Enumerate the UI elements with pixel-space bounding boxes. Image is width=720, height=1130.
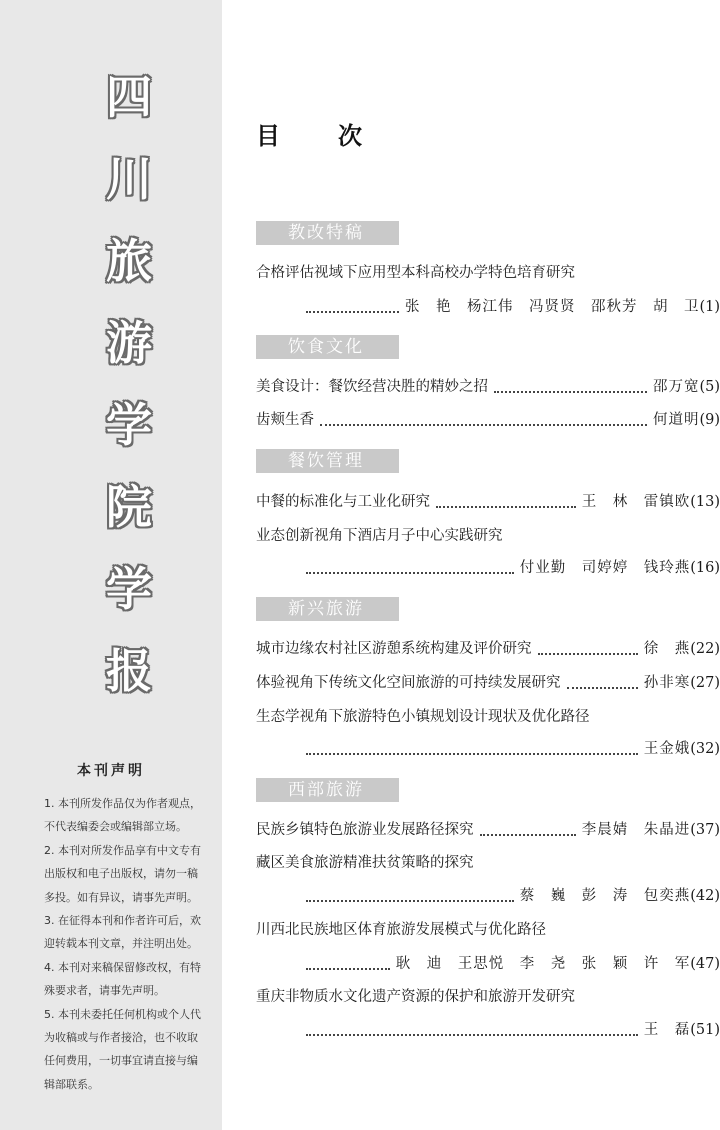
toc-title-right: 次 xyxy=(338,122,362,150)
toc-entry-page: (5) xyxy=(699,379,720,395)
toc-entry-page: (22) xyxy=(690,641,720,657)
toc-entry-authors: 王金娥 xyxy=(643,741,691,757)
toc-entry-title: 齿颊生香 xyxy=(256,412,314,428)
toc-entry-authors: 邵万宽 xyxy=(652,379,700,395)
leader-dots xyxy=(538,653,638,655)
toc-entry-title: 重庆非物质水文化遗产资源的保护和旅游开发研究 xyxy=(256,989,575,1005)
declaration-line: 任何费用，一切事宜请直接与编 xyxy=(44,1054,198,1068)
journal-title-char: 学 xyxy=(106,562,152,616)
toc-entry-page: (42) xyxy=(690,888,720,904)
leader-dots xyxy=(306,311,399,313)
toc-title-left: 目 xyxy=(256,122,280,150)
toc-title xyxy=(256,116,362,151)
toc-entry[interactable] xyxy=(256,261,720,285)
toc-entry[interactable] xyxy=(256,375,720,399)
section-header: 餐饮管理 xyxy=(256,449,399,473)
toc-entry-page: (51) xyxy=(690,1022,720,1038)
toc-entry-authors: 徐 燕 xyxy=(643,641,691,657)
toc-entry[interactable] xyxy=(256,671,720,695)
leader-dots xyxy=(494,391,647,393)
toc-entry-title: 城市边缘农村社区游憩系统构建及评价研究 xyxy=(256,641,532,657)
toc-entry-byline xyxy=(256,1018,720,1042)
leader-dots xyxy=(320,424,647,426)
toc-entry-authors: 付业勤 司婷婷 钱玲燕 xyxy=(519,560,691,576)
declaration-line: 2. 本刊对所发作品享有中文专有 xyxy=(44,843,201,857)
declaration-line: 4. 本刊对来稿保留修改权，有特 xyxy=(44,960,201,974)
declaration-heading: 本刊声明 xyxy=(77,763,145,779)
declaration-line: 3. 在征得本刊和作者许可后，欢 xyxy=(44,914,201,928)
section-header: 饮食文化 xyxy=(256,335,399,359)
declaration-line: 为收稿或与作者接洽，也不收取 xyxy=(44,1031,198,1045)
journal-title-char: 报 xyxy=(106,644,152,698)
toc-entry[interactable] xyxy=(256,985,720,1009)
toc-entry-title: 美食设计：餐饮经营决胜的精妙之招 xyxy=(256,379,488,395)
toc-entry-title: 川西北民族地区体育旅游发展模式与优化路径 xyxy=(256,922,546,938)
declaration-line: 殊要求者，请事先声明。 xyxy=(44,984,165,998)
toc-entry-title: 藏区美食旅游精准扶贫策略的探究 xyxy=(256,855,474,871)
toc-entry-byline xyxy=(256,884,720,908)
toc-entry[interactable] xyxy=(256,637,720,661)
leader-dots xyxy=(306,753,638,755)
toc-entry-authors: 耿 迪 王思悦 李 尧 张 颖 许 军 xyxy=(395,956,691,972)
toc-entry-title: 业态创新视角下酒店月子中心实践研究 xyxy=(256,528,503,544)
toc-entry-authors: 王 磊 xyxy=(643,1022,691,1038)
section-header: 教改特稿 xyxy=(256,221,399,245)
toc-entry-page: (16) xyxy=(690,560,720,576)
toc-entry-page: (37) xyxy=(690,822,720,838)
leader-dots xyxy=(436,506,576,508)
leader-dots xyxy=(306,968,390,970)
journal-title-char: 旅 xyxy=(106,234,152,288)
leader-dots xyxy=(306,572,514,574)
toc-entry-byline xyxy=(256,737,720,761)
toc-entry-authors: 蔡 巍 彭 涛 包奕燕 xyxy=(519,888,691,904)
leader-dots xyxy=(480,834,576,836)
declaration-line: 1. 本刊所发作品仅为作者观点， xyxy=(44,797,201,810)
leader-dots xyxy=(306,900,514,902)
toc-entry-page: (47) xyxy=(690,956,720,972)
declaration-line: 迎转载本刊文章，并注明出处。 xyxy=(44,937,198,951)
toc-entry-page: (1) xyxy=(699,299,720,315)
declaration-line: 不代表编委会或编辑部立场。 xyxy=(44,820,187,834)
toc-entry-page: (32) xyxy=(690,741,720,757)
toc-entry-byline xyxy=(256,952,720,976)
declaration-line: 5. 本刊未委托任何机构或个人代 xyxy=(44,1007,201,1021)
journal-title-char: 游 xyxy=(106,316,152,370)
declaration-list xyxy=(44,792,218,1096)
declaration-line: 出版权和电子出版权，请勿一稿 xyxy=(44,867,198,881)
toc-entry-title: 民族乡镇特色旅游业发展路径探究 xyxy=(256,822,474,838)
toc-entry[interactable] xyxy=(256,818,720,842)
declaration-line: 辑部联系。 xyxy=(44,1077,99,1091)
toc-entry-page: (9) xyxy=(699,412,720,428)
leader-dots xyxy=(306,1034,638,1036)
journal-title-char: 学 xyxy=(106,398,152,452)
toc-entry[interactable] xyxy=(256,490,720,514)
toc-entry-authors: 孙非寒 xyxy=(643,675,691,691)
toc-entry[interactable] xyxy=(256,918,720,942)
journal-title-char: 四 xyxy=(106,70,152,124)
section-header: 新兴旅游 xyxy=(256,597,399,621)
toc-entry-title: 体验视角下传统文化空间旅游的可持续发展研究 xyxy=(256,675,561,691)
toc-entry[interactable] xyxy=(256,851,720,875)
toc-entry-authors: 何道明 xyxy=(652,412,700,428)
toc-entry-authors: 张 艳 杨江伟 冯贤贤 邵秋芳 胡 卫 xyxy=(404,299,700,315)
toc-entry-byline xyxy=(256,556,720,580)
toc-entry-title: 中餐的标准化与工业化研究 xyxy=(256,494,430,510)
toc-entry[interactable] xyxy=(256,705,720,729)
toc-entry-page: (13) xyxy=(690,494,720,510)
journal-title xyxy=(84,70,174,730)
toc-entry-authors: 李晨婧 朱晶进 xyxy=(581,822,691,838)
leader-dots xyxy=(567,687,638,689)
left-sidebar xyxy=(0,0,222,1130)
toc-entry-page: (27) xyxy=(690,675,720,691)
toc-entry-byline xyxy=(256,295,720,319)
toc-entry-title: 合格评估视域下应用型本科高校办学特色培育研究 xyxy=(256,265,575,281)
declaration-line: 多投。如有异议，请事先声明。 xyxy=(44,890,198,904)
journal-title-char: 院 xyxy=(106,480,152,534)
toc-entry[interactable] xyxy=(256,408,720,432)
section-header: 西部旅游 xyxy=(256,778,399,802)
journal-title-char: 川 xyxy=(106,152,152,206)
toc-entry-authors: 王 林 雷镇欧 xyxy=(581,494,691,510)
toc-entry-title: 生态学视角下旅游特色小镇规划设计现状及优化路径 xyxy=(256,709,590,725)
toc-entry[interactable] xyxy=(256,524,720,548)
